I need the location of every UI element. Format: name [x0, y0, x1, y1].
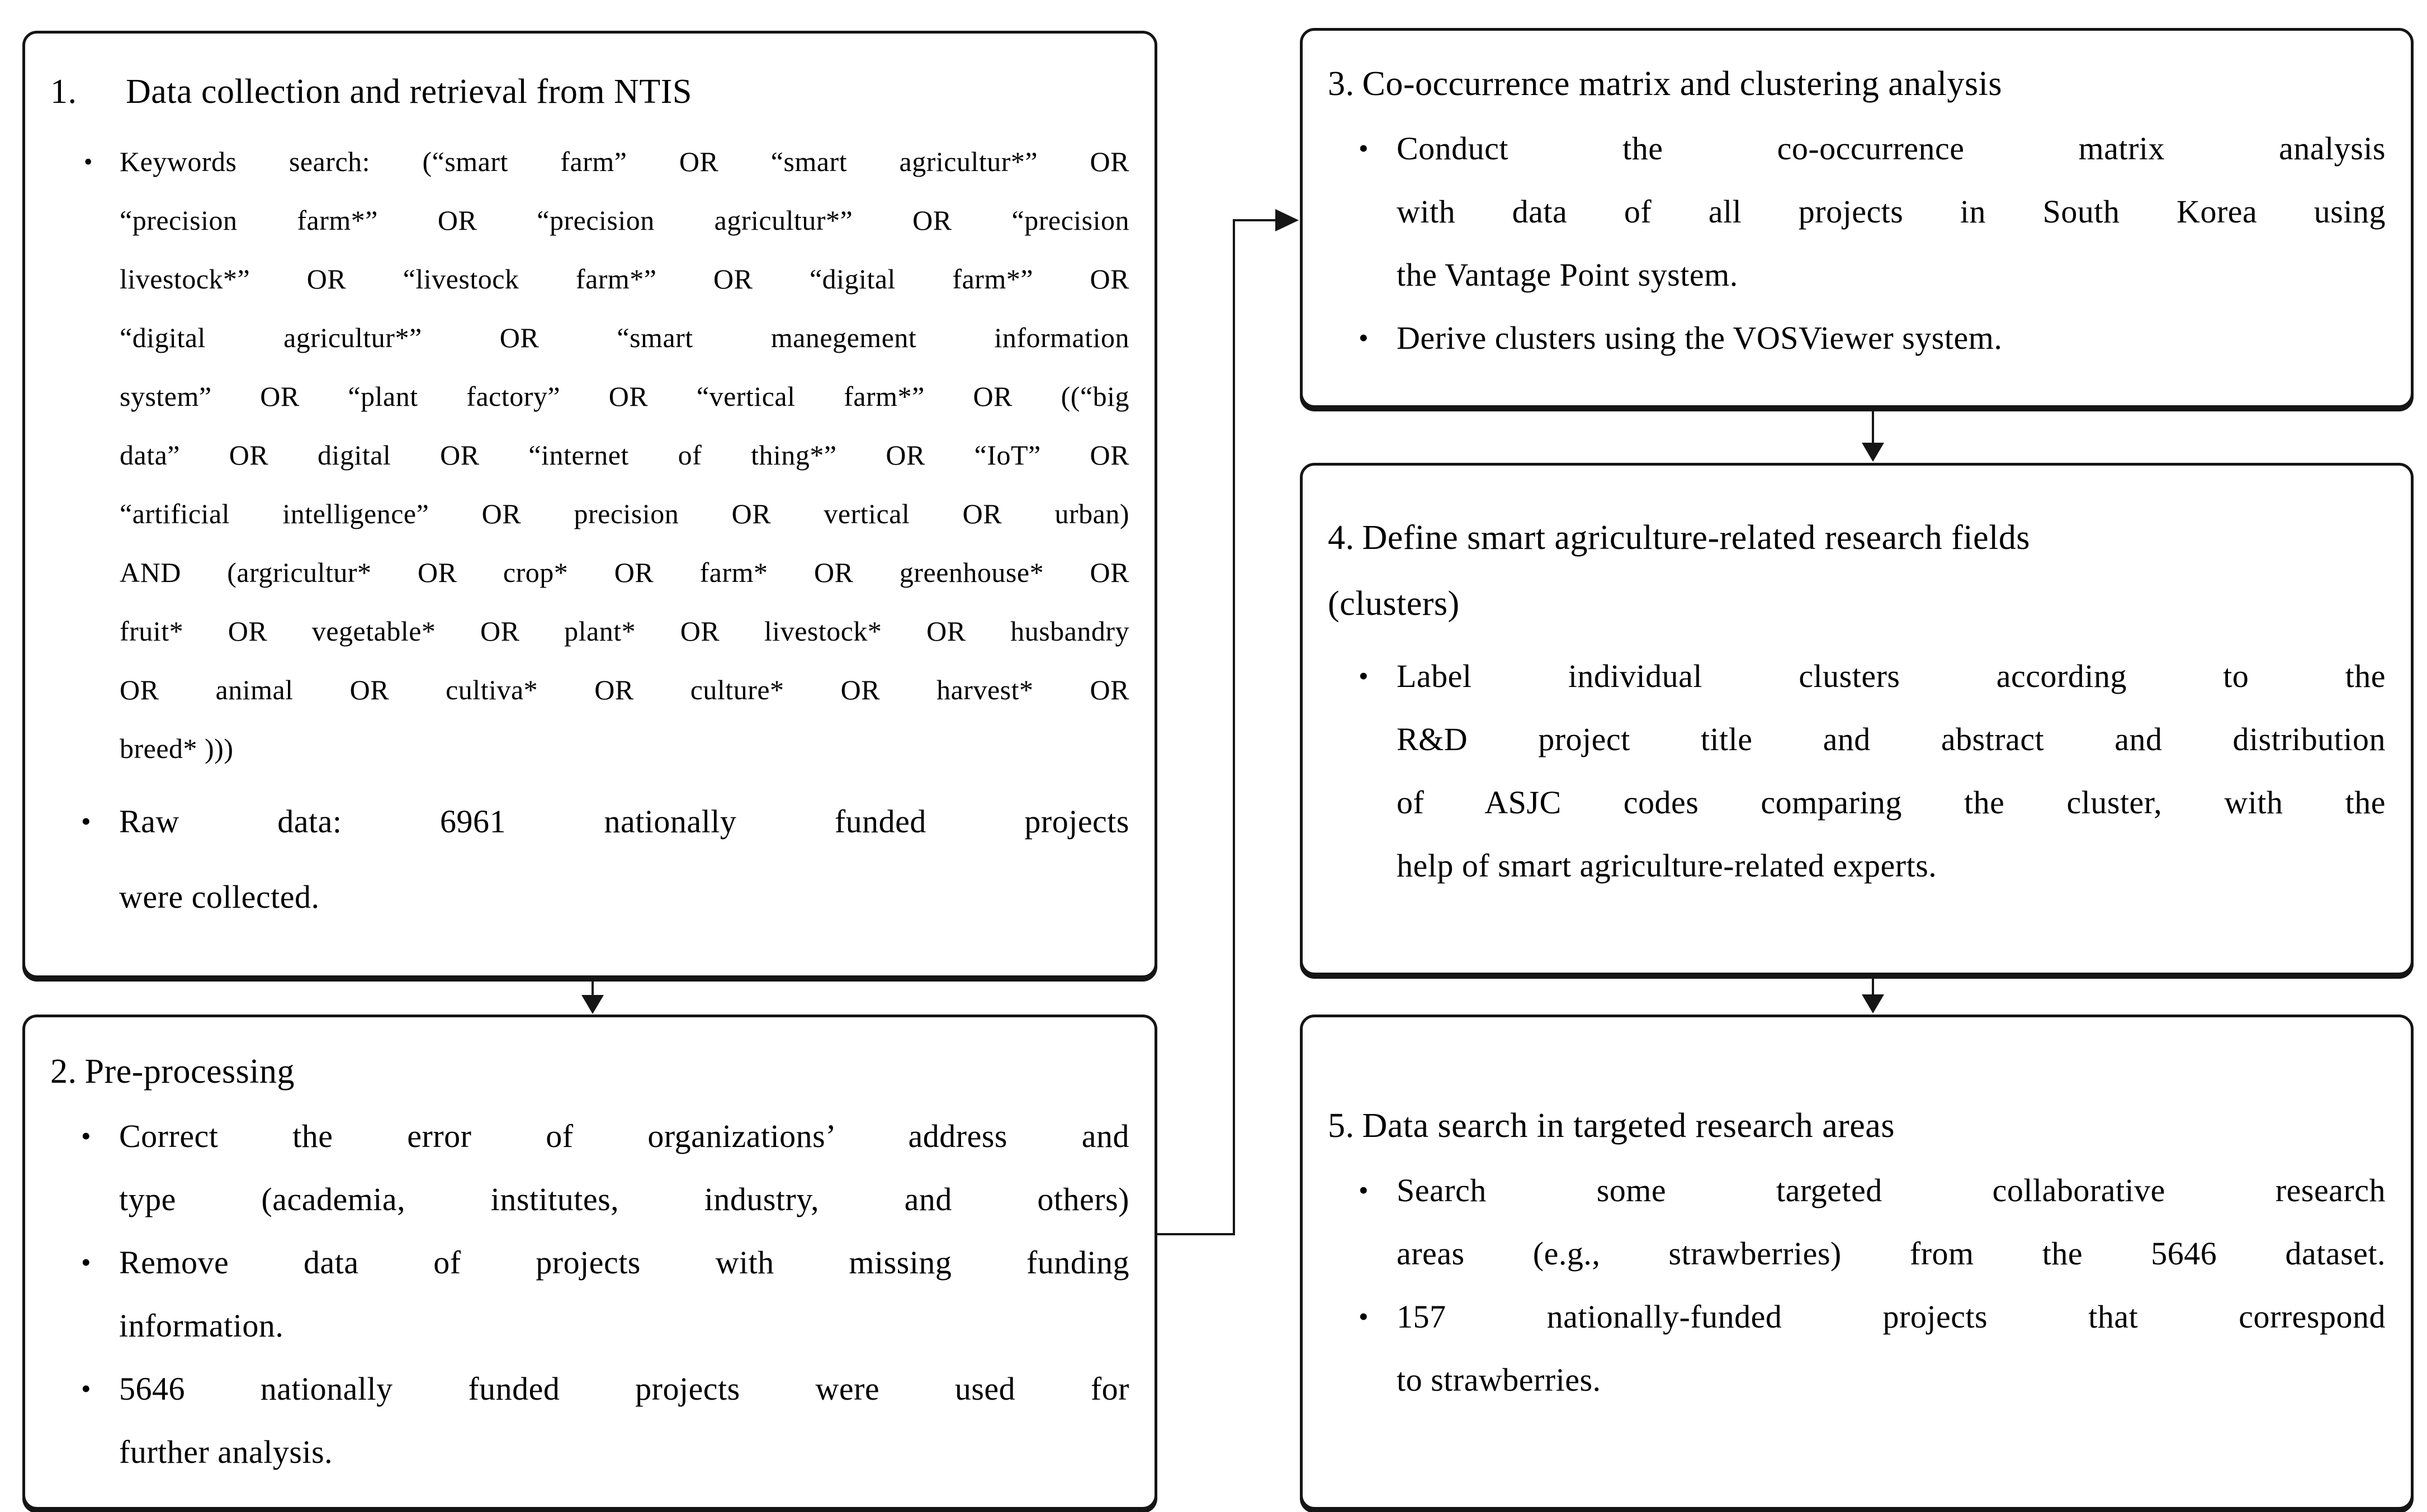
text-line: livestock*” OR “livestock farm*” OR “digital farm*” OR — [120, 263, 1129, 295]
step-2-box — [22, 1015, 1157, 1510]
text-line: further analysis. — [119, 1434, 333, 1470]
bullet-icon: • — [1359, 1174, 1369, 1206]
bullet-icon: • — [81, 805, 92, 837]
step-number: 5. — [1328, 1107, 1355, 1145]
step-title: Data search in targeted research areas — [1362, 1107, 1895, 1145]
text-line: with data of all projects in South Korea using — [1397, 193, 2386, 230]
text-line: of ASJC codes comparing the cluster, with the — [1397, 784, 2386, 821]
arrow-head-icon — [1862, 994, 1884, 1013]
step-number: 4. — [1328, 519, 1355, 557]
text-line: • Conduct the co-occurrence matrix analysis — [1359, 117, 2411, 180]
step-title: Co-occurrence matrix and clustering analysis — [1362, 65, 2002, 103]
arrow-line — [1872, 975, 1874, 996]
text-line: were collected. — [119, 879, 320, 915]
text-line: • 5646 nationally funded projects were used for — [81, 1357, 1155, 1420]
text-line: • Correct the error of organizations’ address and — [81, 1105, 1155, 1168]
bullet-icon: • — [81, 1373, 92, 1404]
text-line: the Vantage Point system. — [1397, 257, 1738, 293]
step-title: Pre-processing — [84, 1053, 295, 1091]
step-title: Data collection and retrieval from NTIS — [126, 73, 692, 111]
bullet — [1303, 1159, 2411, 1285]
arrow-line — [1872, 408, 1874, 444]
step-3-box — [1300, 28, 2414, 408]
step-5-heading — [1303, 1093, 2411, 1159]
step-4-heading — [1303, 505, 2411, 571]
step-title: Define smart agriculture-related research fields — [1362, 519, 2030, 557]
arrow-head-icon — [1862, 443, 1884, 462]
raw-data-bullet — [25, 784, 1155, 935]
bullet — [1303, 117, 2411, 306]
bullet — [1303, 1285, 2411, 1411]
bullet — [25, 1105, 1155, 1231]
bullet-icon: • — [84, 148, 93, 176]
arrow-line — [592, 978, 594, 997]
text-line: “artificial intelligence” OR precision OR vertical OR urban) — [120, 498, 1129, 529]
text-line: type (academia, institutes, industry, and others) — [119, 1181, 1129, 1217]
bullet-icon: • — [1359, 132, 1369, 164]
arrow-line — [1157, 1233, 1235, 1235]
step-3-heading — [1303, 51, 2411, 117]
text-line: “digital agricultur*” OR “smart manegement information — [120, 322, 1129, 353]
arrow-head-icon — [1275, 209, 1299, 231]
arrow-head-icon — [581, 995, 604, 1014]
text-line: • Derive clusters using the VOSViewer system. — [1359, 306, 2411, 369]
text-line: • Keywords search: (“smart farm” OR “smart agricultur*” OR — [84, 132, 1155, 191]
text-line: system” OR “plant factory” OR “vertical farm*” OR ((“big — [120, 381, 1129, 412]
text-line: fruit* OR vegetable* OR plant* OR livestock* OR husbandry — [120, 615, 1129, 647]
step-number: 2. — [50, 1053, 77, 1091]
text-line: • Remove data of projects with missing funding — [81, 1231, 1155, 1294]
text-line: data” OR digital OR “internet of thing*” OR “IoT” OR — [120, 439, 1129, 471]
text-line: OR animal OR cultiva* OR culture* OR harvest* OR — [120, 674, 1129, 705]
arrow-line — [1235, 219, 1276, 221]
text-line: help of smart agriculture-related experts. — [1397, 847, 1937, 884]
bullet-icon: • — [1359, 322, 1369, 353]
text-line: • Search some targeted collaborative research — [1359, 1159, 2411, 1222]
text-line: AND (argricultur* OR crop* OR farm* OR greenhouse* OR — [120, 557, 1129, 588]
text-line: breed* ))) — [120, 733, 234, 764]
step-2-heading — [25, 1039, 1155, 1105]
text-line: to strawberries. — [1397, 1362, 1601, 1398]
text-line: R&D project title and abstract and distribution — [1397, 721, 2386, 757]
keywords-bullet — [25, 132, 1155, 778]
text-line: information. — [119, 1307, 284, 1344]
bullet — [1303, 306, 2411, 369]
text-line: areas (e.g., strawberries) from the 5646 dataset. — [1397, 1235, 2386, 1272]
bullet-icon: • — [81, 1246, 92, 1278]
step-1-heading — [25, 59, 1155, 125]
step-1-box — [22, 31, 1157, 978]
bullet — [25, 1231, 1155, 1357]
bullet-icon: • — [1359, 660, 1369, 691]
step-5-box — [1300, 1015, 2414, 1510]
arrow-line — [1233, 219, 1235, 1235]
text-line: • Label individual clusters according to the — [1359, 644, 2411, 708]
bullet — [25, 1357, 1155, 1483]
step-number: 3. — [1328, 65, 1355, 103]
bullet-icon: • — [81, 1120, 92, 1151]
step-number: 1. — [50, 73, 77, 111]
text-line: • Raw data: 6961 nationally funded projects — [81, 784, 1155, 859]
step-4-heading-line2: (clusters) — [1328, 585, 1460, 623]
bullet — [1303, 644, 2411, 897]
step-4-box — [1300, 463, 2414, 975]
bullet-icon: • — [1359, 1301, 1369, 1332]
text-line: “precision farm*” OR “precision agricultur*” OR “precision — [120, 205, 1129, 236]
text-line: • 157 nationally-funded projects that correspond — [1359, 1285, 2411, 1348]
